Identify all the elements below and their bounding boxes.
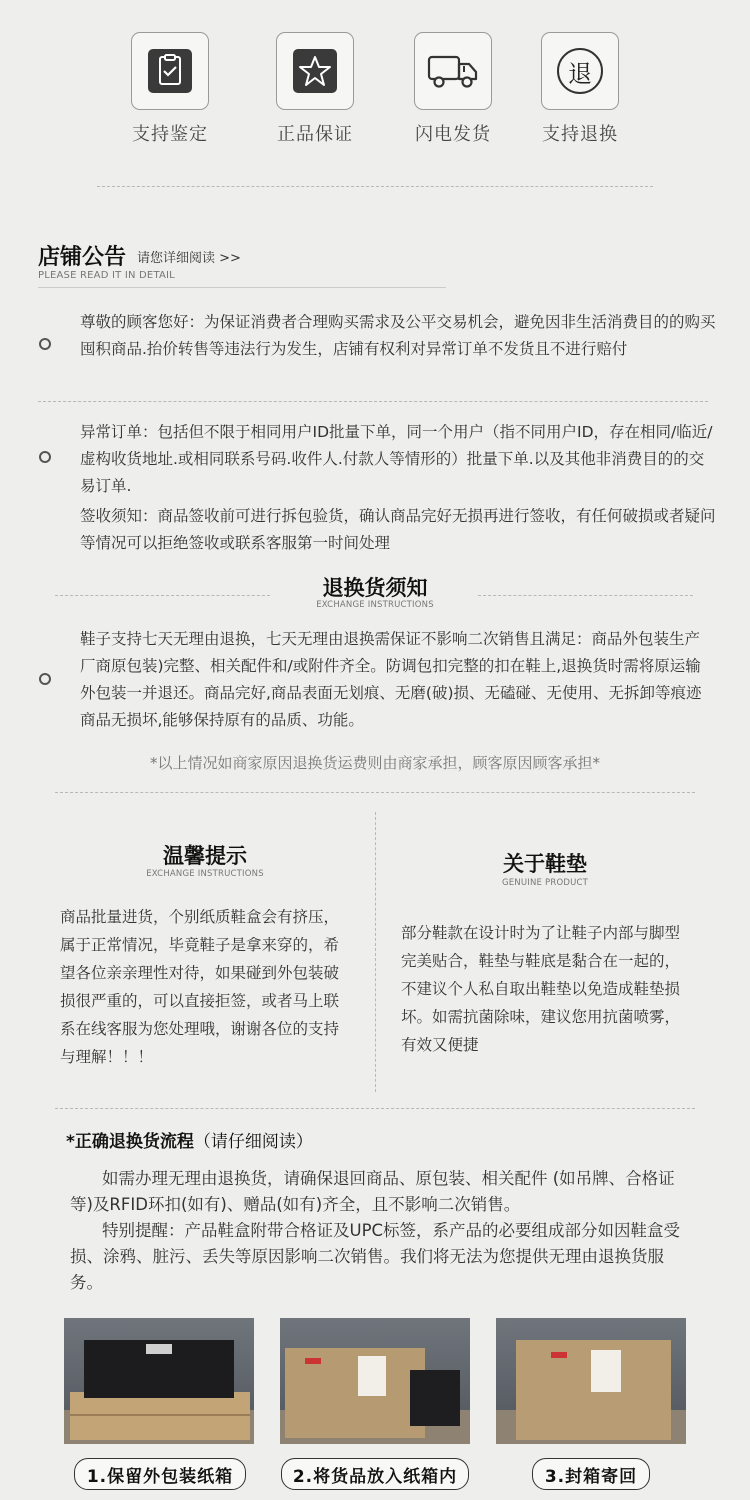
exchange-text: 鞋子支持七天无理由退换，七天无理由退换需保证不影响二次销售且满足：商品外包装生产厂商原包装)完整、相关配件和/或附件齐全。防调包扣完整的扣在鞋上,退换货时需将原运输外包装一并退还。商品完好,商品表面无划痕、无磨(破)损、无磕碰、无使用、无拆卸等痕迹商品无损坏,能够保持原有的品质、功能。 <box>80 630 702 729</box>
photo-keep-box <box>64 1318 254 1444</box>
service-return <box>530 32 630 146</box>
flow-title-main: *正确退换货流程 <box>66 1132 194 1152</box>
exchange-note: *以上情况如商家原因退换货运费则由商家承担，顾客原因顾客承担* <box>149 754 600 772</box>
service-label: 正品保证 <box>277 124 353 145</box>
notice-item-1: 尊敬的顾客您好：为保证消费者合理购买需求及公平交易机会，避免因非生活消费目的的购买囤积商品.抬价转售等违法行为发生，店铺有权利对异常订单不发货且不进行赔付 <box>80 313 716 358</box>
divider <box>38 401 708 402</box>
step-2-label: 2.将货品放入纸箱内 <box>281 1458 469 1490</box>
step-3-label: 3.封箱寄回 <box>532 1458 650 1490</box>
service-icon-box <box>131 32 209 110</box>
service-genuine <box>265 32 365 146</box>
insole-english: GENUINE PRODUCT <box>501 878 589 888</box>
service-icon-box <box>414 32 492 110</box>
return-icon <box>557 48 603 94</box>
service-label: 支持鉴定 <box>132 124 208 145</box>
service-fast-delivery <box>403 32 503 146</box>
divider <box>55 792 695 793</box>
notice-item-2: 异常订单：包括但不限于相同用户ID批量下单，同一个用户（指不同用户ID，存在相同/临近/虚构收货地址.或相同联系号码.收件人.付款人等情形的）批量下单.以及其他非消费目的的交易订单. <box>80 423 713 495</box>
insole-title: 关于鞋垫 <box>503 852 587 876</box>
notice-subtitle: 请您详细阅读 >> <box>137 251 241 266</box>
flow-title-note: （请仔细阅读） <box>193 1132 313 1152</box>
service-authentication <box>120 32 220 146</box>
divider <box>55 595 270 596</box>
step-1-label: 1.保留外包装纸箱 <box>74 1458 246 1490</box>
star-icon <box>292 48 338 94</box>
service-icon-box <box>276 32 354 110</box>
tips-title: 温馨提示 <box>163 844 247 868</box>
service-label: 支持退换 <box>542 124 618 145</box>
flow-title <box>66 1127 313 1152</box>
divider <box>55 1108 695 1109</box>
bullet-icon <box>39 451 51 463</box>
flow-paragraph-2: 特别提醒：产品鞋盒附带合格证及UPC标签，系产品的必要组成部分如因鞋盒受损、涂鸦、脏污、丢失等原因影响二次销售。我们将无法为您提供无理由退换货服务。 <box>70 1221 681 1292</box>
bullet-icon <box>39 673 51 685</box>
insole-text: 部分鞋款在设计时为了让鞋子内部与脚型完美贴合，鞋垫与鞋底是黏合在一起的，不建议个人私自取出鞋垫以免造成鞋垫损坏。如需抗菌除味，建议您用抗菌喷雾，有效又便捷 <box>401 924 681 1054</box>
tips-text: 商品批量进货，个别纸质鞋盒会有挤压，属于正常情况，毕竟鞋子是拿来穿的，希望各位亲亲理性对待，如果碰到外包装破损很严重的，可以直接拒签，或者马上联系在线客服为您处理哦，谢谢各位的支持与理解！！！ <box>60 908 340 1066</box>
divider <box>478 595 693 596</box>
photo-put-in-box <box>280 1318 470 1444</box>
flow-paragraph-1: 如需办理无理由退换货，请确保退回商品、原包装、相关配件 (如吊牌、合格证等)及RFID环扣(如有)、赠品(如有)齐全，且不影响二次销售。 <box>70 1169 675 1214</box>
photo-seal-box <box>496 1318 686 1444</box>
tips-english: EXCHANGE INSTRUCTIONS <box>146 869 264 879</box>
return-icon-char: 退 <box>568 59 592 88</box>
bullet-icon <box>39 338 51 350</box>
column-divider <box>375 812 376 1092</box>
service-label: 闪电发货 <box>415 124 491 145</box>
notice-title: 店铺公告 <box>38 245 127 270</box>
notice-item-3: 签收须知：商品签收前可进行拆包验货，确认商品完好无损再进行签收，有任何破损或者疑问等情况可以拒绝签收或联系客服第一时间处理 <box>80 507 716 552</box>
divider <box>97 186 653 187</box>
delivery-truck-icon <box>427 51 479 91</box>
exchange-english: EXCHANGE INSTRUCTIONS <box>316 600 434 610</box>
service-icon-box <box>541 32 619 110</box>
exchange-title: 退换货须知 <box>322 576 428 600</box>
notice-underline <box>38 287 446 288</box>
clipboard-check-icon <box>147 48 193 94</box>
notice-english: PLEASE READ IT IN DETAIL <box>38 270 175 281</box>
